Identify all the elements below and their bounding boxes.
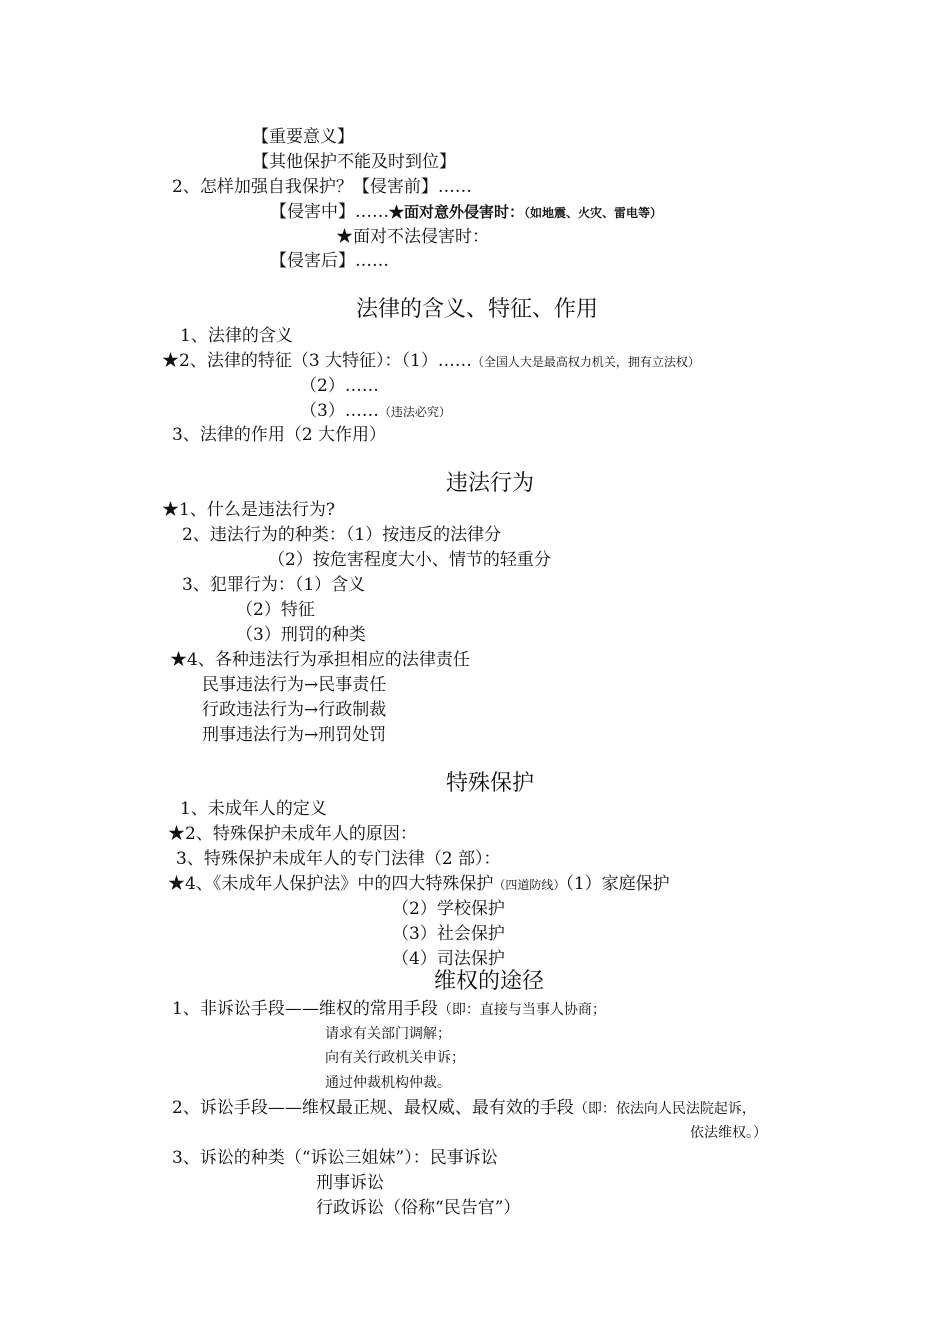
- four-protections-note: （四道防线）: [493, 878, 566, 892]
- illegal-act-types: 2、违法行为的种类：（1）按违反的法律分: [182, 525, 502, 545]
- section-title-special-protection: 特殊保护: [446, 771, 535, 796]
- crime-meaning: 3、犯罪行为：（1）含义: [182, 575, 366, 595]
- litigation-note-end: 依法维权。）: [690, 1125, 767, 1141]
- during-harm-label: 【侵害中】……: [270, 202, 389, 222]
- law-feature-3-line: [300, 400, 451, 423]
- non-litigation-line: [172, 998, 606, 1021]
- accidental-harm-label: ★面对意外侵害时：: [389, 203, 525, 221]
- law-features-line: [162, 350, 700, 373]
- during-harm-line: [270, 201, 662, 224]
- family-protection: （1）家庭保护: [565, 874, 670, 894]
- civil-liability: 民事违法行为→民事责任: [202, 675, 387, 695]
- administrative-litigation: 行政诉讼（俗称“民告官”）: [316, 1198, 521, 1218]
- heading-other-protection: 【其他保护不能及时到位】: [252, 152, 456, 172]
- self-protection-question: 2、怎样加强自我保护？【侵害前】……: [172, 177, 472, 197]
- law-feature-3: （3）……: [300, 401, 379, 421]
- judicial-protection: （4）司法保护: [392, 949, 505, 969]
- illegal-act-definition: ★1、什么是违法行为?: [162, 500, 335, 520]
- crime-features: （2）特征: [236, 600, 315, 620]
- law-features-label: ★2、法律的特征（3 大特征）：（1）……: [162, 351, 472, 371]
- heading-significance: 【重要意义】: [252, 127, 354, 147]
- litigation-line: [172, 1097, 756, 1120]
- illegal-act-types-2: （2）按危害程度大小、情节的轻重分: [268, 550, 551, 570]
- protection-reasons: ★2、特殊保护未成年人的原因：: [168, 824, 417, 844]
- litigation-note: （即：依法向人民法院起诉，: [573, 1101, 756, 1117]
- administrative-sanction: 行政违法行为→行政制裁: [202, 700, 387, 720]
- administrative-appeal: 向有关行政机关申诉；: [325, 1050, 465, 1066]
- crime-penalties: （3）刑罚的种类: [236, 625, 366, 645]
- litigation-types: 3、诉讼的种类（“诉讼三姐妹”）：民事诉讼: [172, 1148, 498, 1168]
- non-litigation-label: 1、非诉讼手段——维权的常用手段: [172, 999, 438, 1019]
- minor-definition: 1、未成年人的定义: [180, 799, 327, 819]
- four-protections-line: [168, 873, 670, 896]
- law-features-note: （全国人大是最高权力机关，拥有立法权）: [471, 355, 700, 369]
- four-protections-label: ★4、《未成年人保护法》中的四大特殊保护: [168, 874, 494, 894]
- accidental-harm-note: （如地震、火灾、雷电等）: [524, 206, 663, 220]
- social-protection: （3）社会保护: [392, 924, 505, 944]
- after-harm-label: 【侵害后】……: [270, 251, 389, 271]
- law-function: 3、法律的作用（2 大作用）: [172, 425, 387, 445]
- legal-liability: ★4、各种违法行为承担相应的法律责任: [170, 650, 470, 670]
- section-title-rights-protection: 维权的途径: [434, 969, 545, 994]
- section-title-illegal-acts: 违法行为: [446, 471, 535, 496]
- law-feature-3-note: （违法必究）: [378, 405, 451, 419]
- illegal-harm-label: ★面对不法侵害时：: [336, 227, 489, 247]
- non-litigation-note: （即：直接与当事人协商；: [437, 1002, 606, 1018]
- criminal-litigation: 刑事诉讼: [316, 1173, 384, 1193]
- arbitration: 通过仲裁机构仲裁。: [325, 1075, 451, 1091]
- mediation: 请求有关部门调解；: [325, 1026, 451, 1042]
- criminal-punishment: 刑事违法行为→刑罚处罚: [202, 725, 387, 745]
- section-title-law: 法律的含义、特征、作用: [356, 297, 599, 322]
- law-meaning: 1、法律的含义: [180, 326, 293, 346]
- special-laws: 3、特殊保护未成年人的专门法律（2 部）：: [176, 849, 501, 869]
- litigation-label: 2、诉讼手段——维权最正规、最权威、最有效的手段: [172, 1098, 574, 1118]
- school-protection: （2）学校保护: [392, 899, 505, 919]
- law-feature-2: （2）……: [300, 376, 379, 396]
